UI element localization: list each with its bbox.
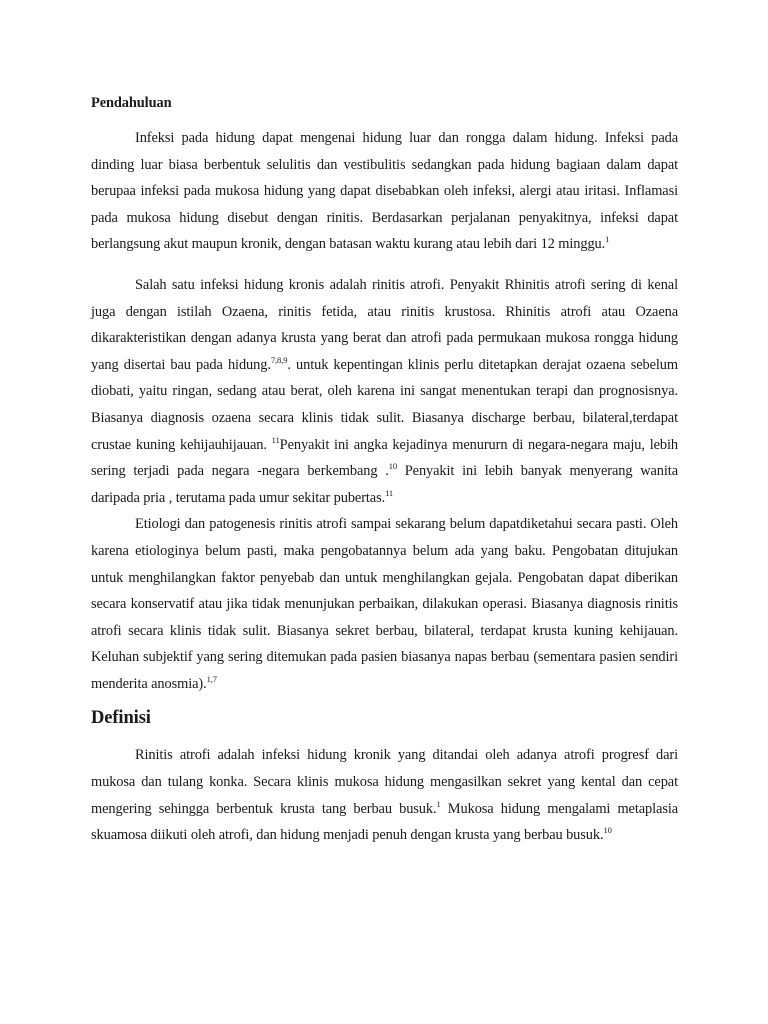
citation-ref: 10: [603, 825, 612, 836]
section-heading-pendahuluan: Pendahuluan: [91, 95, 172, 111]
paragraph-intro-2: [91, 272, 678, 511]
paragraph-text: Penyakit ini lebih banyak menyerang wanita daripada pria , terutama pada umur sekitar pubertas.: [91, 463, 678, 506]
citation-ref: 11: [271, 434, 280, 445]
citation-ref: 1,7: [206, 673, 217, 684]
paragraph-text: Penyakit ini angka kejadinya menururn di negara-negara maju, lebih sering terjadi pada negara -negara berkembang .: [91, 436, 678, 480]
citation-ref: 11: [385, 487, 394, 498]
paragraph-definition: [91, 742, 678, 848]
paragraph-text: Mukosa hidung mengalami metaplasia skuamosa diikuti oleh atrofi, dan hidung menjadi penuh dengan krusta yang berbau busuk.: [91, 800, 678, 844]
citation-ref: 7,8,9: [270, 354, 288, 365]
paragraph-text: Salah satu infeksi hidung kronis adalah rinitis atrofi. Penyakit Rhinitis atrofi sering di kenal juga dengan istilah Ozaena, rinitis fetida, atau rinitis krustosa. Rhinitis atrofi atau Ozaena dikarakteristikan dengan adanya krusta yang berat dan atrofi pada permukaan mukosa rongga hidung yang disertai bau pada hidung.: [91, 276, 678, 373]
citation-ref: 1: [436, 798, 441, 809]
paragraph-text: Infeksi pada hidung dapat mengenai hidung luar dan rongga dalam hidung. Infeksi pada dinding luar biasa berbentuk selulitis dan vestibulitis sedangkan pada hidung bagiaan dalam dapat berupaa infeksi pada mukosa hidung yang dapat disebabkan oleh infeksi, alergi atau iritasi. Inflamasi pada mukosa hidung disebut dengan rinitis. Berdasarkan perjalanan penyakitnya, infeksi dapat berlangsung akut maupun kronik, dengan batasan waktu kurang atau lebih dari 12 minggu.: [91, 130, 678, 253]
paragraph-text: Etiologi dan patogenesis rinitis atrofi sampai sekarang belum dapatdiketahui secara pasti. Oleh karena etiologinya belum pasti, maka pengobatannya belum ada yang baku. Pengobatan ditujukan untuk menghilangkan faktor penyebab dan untuk menghilangkan gejala. Pengobatan dapat diberikan secara konservatif atau jika tidak menunjukan perbaikan, dilakukan operasi. Biasanya diagnosis rinitis atrofi secara klinis tidak sulit. Biasanya sekret berbau, bilateral, terdapat krusta kuning kehijauan. Keluhan subjektif yang sering ditemukan pada pasien biasanya napas berbau (sementara pasien sendiri menderita anosmia).: [91, 516, 678, 692]
paragraph-text: Rinitis atrofi adalah infeksi hidung kronik yang ditandai oleh adanya atrofi progresf dari mukosa dan tulang konka. Secara klinis mukosa hidung mengasilkan sekret yang kental dan cepat mengering sehingga berbentuk krusta tang berbau busuk.: [91, 747, 678, 817]
section-heading-definisi: Definisi: [91, 708, 151, 729]
document-body: [91, 90, 678, 849]
citation-ref: 1: [605, 234, 610, 245]
paragraph-intro-3: [91, 511, 678, 697]
paragraph-intro-1: [91, 125, 678, 258]
paragraph-text: . untuk kepentingan klinis perlu ditetapkan derajat ozaena sebelum diobati, yaitu ringan, sedang atau berat, oleh karena ini sangat menentukan terapi dan prognosisnya. Biasanya diagnosis ozaena secara klinis tidak sulit. Biasanya discharge berbau, bilateral,terdapat crustae kuning kehijauhijauan.: [91, 356, 678, 453]
citation-ref: 10: [388, 461, 398, 472]
